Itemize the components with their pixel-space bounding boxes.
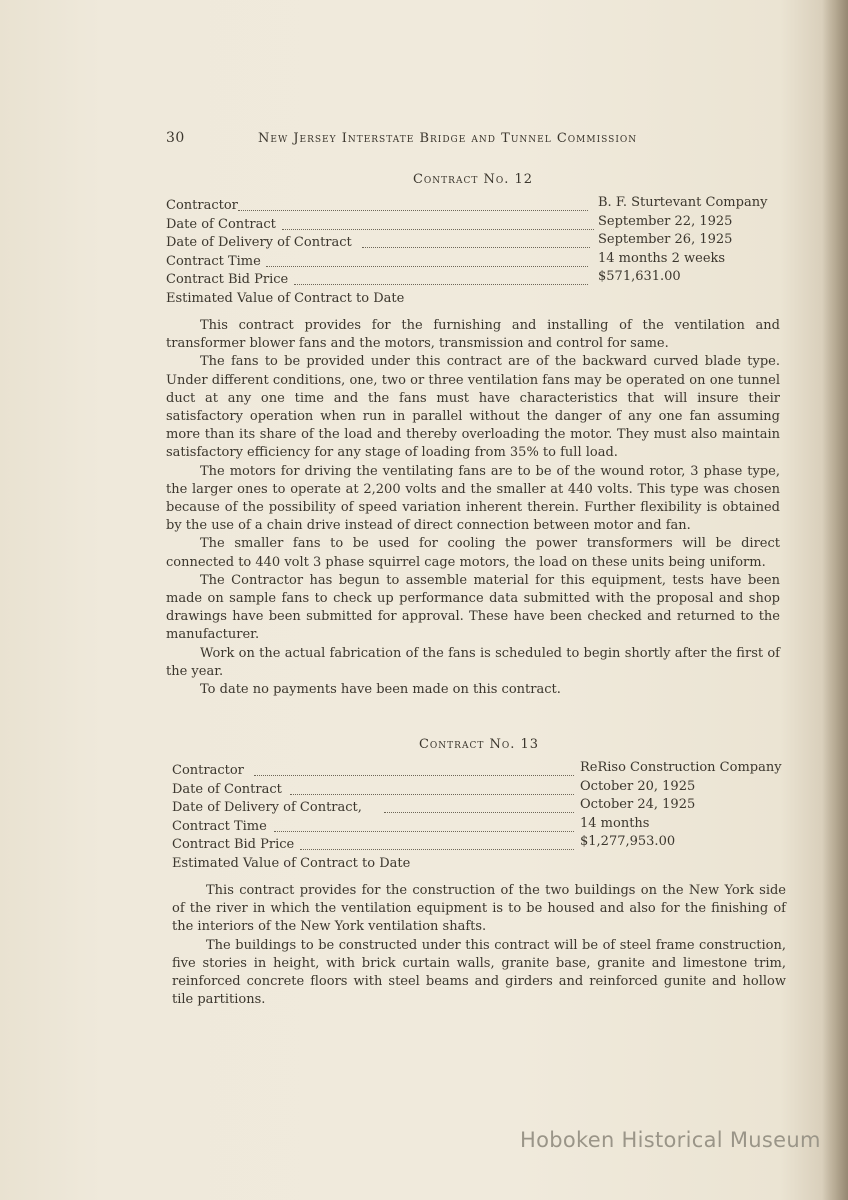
spec-row-bid-price	[166, 269, 780, 291]
contract-13-body	[172, 882, 786, 1009]
spec-value: September 26, 1925	[598, 232, 733, 247]
spec-row-bid-price	[172, 834, 786, 856]
spec-row-estimated-value	[166, 291, 780, 310]
spec-label: Contract Time	[172, 818, 267, 834]
paragraph: The motors for driving the ventilating fans are to be of the wound rotor, 3 phase type, the larger ones to operate at 2,200 volts and the smaller at 440 volts. This type was chosen because of the possibility of speed variation inherent therein. Further flexibility is obtained by the use of a chain drive instead of direct connection between motor and fan.	[166, 463, 780, 534]
paragraph: To date no payments have been made on this contract.	[200, 682, 561, 698]
spec-row-contract-time	[172, 815, 786, 838]
spec-value: October 24, 1925	[580, 797, 696, 812]
paragraph: This contract provides for the construction of the two buildings on the New York side of the river in which the ventilation equipment is to be housed and also for the finishing of the interiors of the New York ventilation shafts.	[172, 883, 786, 935]
contract-13-section	[172, 737, 786, 1009]
spec-value: October 20, 1925	[580, 778, 696, 794]
paragraph: The fans to be provided under this contract are of the backward curved blade type. Under different conditions, one, two or three ventilation fans may be operated on one tunnel duct at any one time and the fans must have characteristics that will insure their satisfactory operation when run in parallel without the danger of any one fan assuming more than its share of the load and thereby overloading the motor. They must also maintain satisfactory efficiency for any stage of loading from 35% to full load.	[166, 354, 780, 461]
spec-label: Contract Time	[166, 253, 261, 269]
page-edge-shadow	[822, 0, 848, 1200]
contract-13-title: Contract No. 13	[418, 737, 540, 752]
spec-label: Estimated Value of Contract to Date	[172, 855, 411, 871]
spec-label: Contractor	[166, 198, 238, 213]
dot-leader	[238, 210, 588, 211]
paragraph: The buildings to be constructed under this contract will be of steel frame construction, five stories in height, with brick curtain walls, granite base, granite and limestone trim, reinforced concrete floors with steel beams and girders and reinforced gunite and hollow tile partitions.	[172, 937, 786, 1008]
spec-label: Date of Delivery of Contract	[166, 235, 352, 250]
paragraph: This contract provides for the furnishing and installing of the ventilation and transformer blower fans and the motors, transmission and control for same.	[166, 318, 780, 352]
spec-value: 14 months 2 weeks	[598, 250, 726, 266]
spec-label: Estimated Value of Contract to Date	[166, 290, 405, 306]
spec-label: Contractor	[172, 763, 244, 778]
dot-leader	[294, 284, 588, 285]
spec-row-estimated-value	[172, 856, 786, 875]
dot-leader	[274, 831, 574, 832]
spec-value: September 22, 1925	[598, 213, 733, 229]
spec-value: B. F. Sturtevant Company	[598, 195, 768, 210]
paragraph: Work on the actual fabrication of the fans is scheduled to begin shortly after the first of the year.	[166, 645, 780, 679]
spec-label: Date of Contract	[166, 216, 276, 232]
contract-12-section	[166, 172, 780, 699]
page-header	[166, 130, 776, 152]
spec-row-date-of-delivery	[172, 797, 786, 819]
spec-value: ReRiso Construction Company	[580, 760, 782, 775]
spec-label: Contract Bid Price	[166, 272, 289, 287]
dot-leader	[362, 247, 590, 248]
dot-leader	[266, 266, 588, 267]
dot-leader	[384, 812, 574, 813]
spec-label: Date of Contract	[172, 781, 282, 797]
museum-watermark: Hoboken Historical Museum	[520, 1128, 821, 1152]
spec-label: Date of Delivery of Contract,	[172, 800, 362, 815]
dot-leader	[254, 775, 574, 776]
spec-value: $571,631.00	[598, 269, 681, 284]
spec-label: Contract Bid Price	[172, 837, 295, 852]
running-head: New Jersey Interstate Bridge and Tunnel Commission	[258, 131, 638, 146]
dot-leader	[300, 849, 574, 850]
spec-value: 14 months	[580, 815, 650, 831]
paragraph: The Contractor has begun to assemble material for this equipment, tests have been made on sample fans to check up performance data submitted with the proposal and shop drawings have been submitted for approval. These have been checked and returned to the manufacturer.	[166, 572, 780, 643]
page-number: 30	[166, 130, 185, 146]
contract-12-body	[166, 317, 780, 699]
dot-leader	[282, 229, 594, 230]
contract-12-title: Contract No. 12	[412, 172, 534, 187]
paragraph: The smaller fans to be used for cooling the power transformers will be direct connected to 440 volt 3 phase squirrel cage motors, the load on these units being uniform.	[166, 536, 780, 570]
dot-leader	[290, 794, 574, 795]
spec-row-contract-time	[166, 250, 780, 273]
spec-value: $1,277,953.00	[580, 834, 676, 849]
